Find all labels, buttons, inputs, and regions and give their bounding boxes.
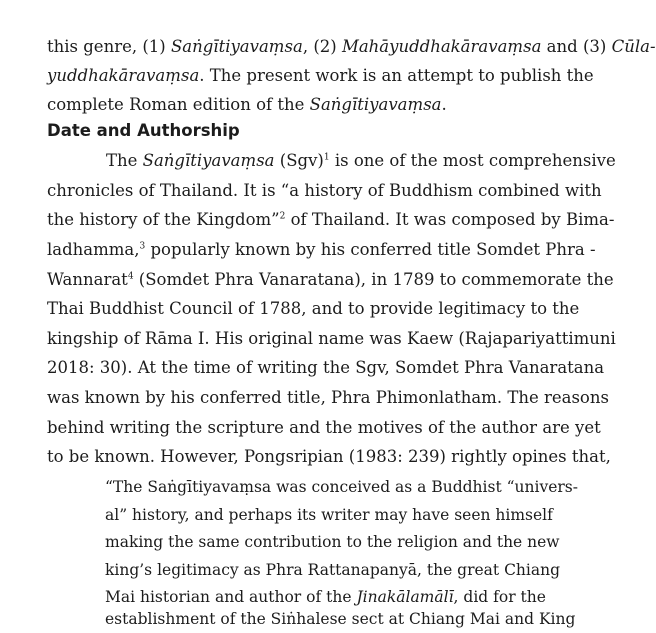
text-span: (Sgv) <box>274 151 324 170</box>
text-span: popularly known by his conferred title Somdet Phra - <box>145 240 596 259</box>
footnote-marker: 4 <box>127 271 134 282</box>
italic-title: Jinakālamālī <box>356 588 454 606</box>
body-line-2: chronicles of Thailand. It is “a history of Buddhism combined with <box>47 181 602 200</box>
body-line-5 <box>47 265 614 295</box>
text-span: complete Roman edition of the <box>47 95 310 114</box>
italic-title: Saṅgītiyavaṃsa <box>170 37 303 56</box>
intro-line-2 <box>47 61 594 91</box>
text-span: (Somdet Phra Vanaratana), in 1789 to commemorate the <box>133 270 614 289</box>
body-line-8: 2018: 30). At the time of writing the Sgv, Somdet Phra Vanaratana <box>47 358 605 377</box>
italic-title: yuddhakāravaṃsa <box>47 66 200 85</box>
footnote-marker: 3 <box>139 241 146 252</box>
italic-title: Cūla- <box>611 37 656 56</box>
body-line-7: kingship of Rāma I. His original name was Kaew (Rajapariyattimuni <box>47 329 616 348</box>
body-line-4 <box>47 235 596 265</box>
text-span: . The present work is an attempt to publish the <box>199 66 594 85</box>
text-span: The <box>106 151 143 170</box>
text-span: of Thailand. It was composed by Bima- <box>285 210 615 229</box>
intro-line-1 <box>47 32 656 62</box>
italic-title: Saṅgītiyavaṃsa <box>142 151 275 170</box>
italic-title: Saṅgītiyavaṃsa <box>309 95 442 114</box>
text-span: this genre, (1) <box>47 37 171 56</box>
body-line-11: to be known. However, Pongsripian (1983: 239) rightly opines that, <box>47 447 611 466</box>
quote-line-1: “The Saṅgītiyavaṃsa was conceived as a Buddhist “univers- <box>105 478 578 496</box>
body-line-1 <box>106 146 616 176</box>
text-span: is one of the most comprehensive <box>329 151 616 170</box>
body-line-3 <box>47 205 615 235</box>
intro-line-3 <box>47 90 566 120</box>
quote-line-3: making the same contribution to the religion and the new <box>105 533 560 551</box>
text-span: , did for the <box>453 588 546 606</box>
quote-line-4: king’s legitimacy as Phra Rattanapanyā, the great Chiang <box>105 561 561 579</box>
text-span: . <box>441 95 447 114</box>
quote-line-6: establishment of the Siṅhalese sect at Chiang Mai and King <box>105 610 576 628</box>
body-line-6: Thai Buddhist Council of 1788, and to provide legitimacy to the <box>47 299 580 318</box>
text-span: , (2) <box>302 37 342 56</box>
body-line-9: was known by his conferred title, Phra Phimonlatham. The reasons <box>47 388 609 407</box>
text-span: ladhamma, <box>47 240 140 259</box>
text-span: and (3) <box>541 37 612 56</box>
section-heading: Date and Authorship <box>47 121 240 140</box>
text-span: the history of the Kingdom” <box>47 210 280 229</box>
text-span: Mai historian and author of the <box>105 588 357 606</box>
body-line-10: behind writing the scripture and the motives of the author are yet <box>47 418 601 437</box>
italic-title: Mahāyuddhakāravaṃsa <box>341 37 542 56</box>
footnote-marker: 2 <box>279 211 286 222</box>
text-span: Wannarat <box>47 270 128 289</box>
quote-line-2: al” history, and perhaps its writer may have seen himself <box>105 506 553 524</box>
footnote-marker: 1 <box>323 152 330 163</box>
